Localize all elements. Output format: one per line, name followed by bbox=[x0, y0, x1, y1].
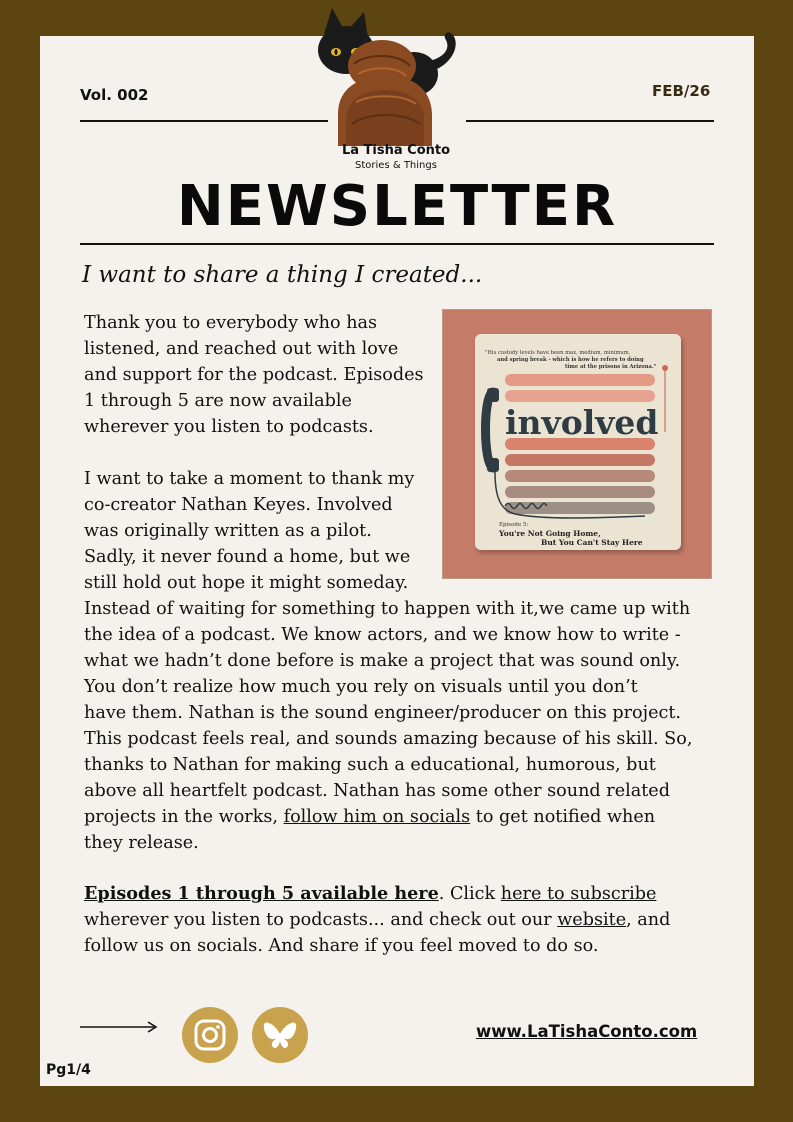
text-line: You don’t realize how much you rely on visuals until you don’t bbox=[84, 677, 638, 697]
newsletter-title: NEWSLETTER bbox=[176, 174, 618, 239]
text-line: wherever you listen to podcasts. bbox=[84, 417, 374, 437]
text-line: they release. bbox=[84, 833, 199, 853]
podcast-cover-art bbox=[475, 334, 681, 550]
cover-stripes bbox=[505, 374, 655, 514]
title-rule bbox=[80, 243, 714, 245]
cover-stripe bbox=[505, 374, 655, 386]
author-illustration bbox=[302, 4, 472, 146]
instagram-button[interactable] bbox=[182, 1007, 238, 1063]
subscribe-link[interactable]: here to subscribe bbox=[500, 884, 657, 904]
text-line: what we hadn’t done before is make a project that was sound only. bbox=[84, 651, 681, 671]
intro-paragraph bbox=[84, 310, 424, 440]
text-line: I want to take a moment to thank my bbox=[84, 469, 415, 489]
cover-show-title: involved bbox=[505, 403, 659, 442]
text-line: the idea of a podcast. We know actors, and we know how to write - bbox=[84, 625, 681, 645]
cover-episode-title: But You Can't Stay Here bbox=[541, 538, 643, 547]
issue-date: FEB/26 bbox=[652, 82, 711, 100]
follow-socials-link[interactable]: follow him on socials bbox=[283, 807, 471, 827]
text-segment: . Click bbox=[438, 884, 501, 904]
text-line: still hold out hope it might someday. bbox=[84, 573, 409, 593]
cover-stripe bbox=[505, 470, 655, 482]
text-segment: , and bbox=[626, 910, 671, 930]
arrow-right-icon bbox=[80, 1020, 158, 1034]
section-subhead: I want to share a thing I created... bbox=[82, 262, 483, 288]
text-line bbox=[84, 804, 692, 830]
text-line bbox=[84, 907, 670, 933]
header-rule-right bbox=[466, 120, 714, 122]
cover-stripe bbox=[505, 454, 655, 466]
text-line: Thank you to everybody who has bbox=[84, 313, 378, 333]
author-name: La Tisha Conto bbox=[341, 143, 451, 158]
header-rule-left bbox=[80, 120, 328, 122]
text-line: 1 through 5 are now available bbox=[84, 391, 352, 411]
author-tagline: Stories & Things bbox=[355, 160, 437, 171]
text-line bbox=[84, 881, 670, 907]
cover-stripe bbox=[505, 390, 655, 402]
podcast-cover-frame bbox=[442, 309, 712, 579]
text-segment: to get notified when bbox=[470, 807, 656, 827]
cover-quote-line: time at the prisons in Arizona." bbox=[565, 364, 657, 370]
instagram-icon bbox=[182, 1007, 238, 1063]
cover-quote-line: and spring break - which is how he refers to doing bbox=[497, 357, 644, 363]
text-line: co-creator Nathan Keyes. Involved bbox=[84, 495, 393, 515]
text-line: above all heartfelt podcast. Nathan has some other sound related bbox=[84, 781, 670, 801]
cover-quote-line: "His custody levels have been max, medium, minimum, bbox=[485, 350, 631, 356]
page-number: Pg1/4 bbox=[46, 1062, 91, 1078]
text-line: have them. Nathan is the sound engineer/producer on this project. bbox=[84, 703, 682, 723]
cover-episode-title: You're Not Going Home, bbox=[499, 529, 601, 538]
podcast-cover bbox=[475, 334, 681, 550]
text-line: Sadly, it never found a home, but we bbox=[84, 547, 411, 567]
cover-episode-label: Episode 5: bbox=[499, 522, 529, 528]
text-segment: projects in the works, bbox=[84, 807, 284, 827]
volume-number: Vol. 002 bbox=[80, 86, 149, 104]
thanks-paragraph-wide bbox=[84, 596, 692, 856]
text-line: and support for the podcast. Episodes bbox=[84, 365, 424, 385]
bluesky-button[interactable] bbox=[252, 1007, 308, 1063]
cover-stripe bbox=[505, 486, 655, 498]
text-line: follow us on socials. And share if you feel moved to do so. bbox=[84, 936, 599, 956]
newsletter-page bbox=[40, 36, 754, 1086]
bluesky-icon bbox=[252, 1007, 308, 1063]
text-line: Instead of waiting for something to happen with it,we came up with bbox=[84, 599, 691, 619]
text-line: listened, and reached out with love bbox=[84, 339, 399, 359]
text-line: thanks to Nathan for making such a educational, humorous, but bbox=[84, 755, 656, 775]
website-link[interactable]: website bbox=[557, 910, 627, 930]
text-line: This podcast feels real, and sounds amazing because of his skill. So, bbox=[84, 729, 693, 749]
website-url-link[interactable]: www.LaTishaConto.com bbox=[476, 1022, 698, 1041]
call-to-action bbox=[84, 881, 670, 959]
episodes-link[interactable]: Episodes 1 through 5 available here bbox=[84, 883, 439, 904]
text-segment: wherever you listen to podcasts... and check out our bbox=[84, 910, 558, 930]
text-line: was originally written as a pilot. bbox=[84, 521, 372, 541]
thanks-paragraph-narrow bbox=[84, 466, 414, 596]
